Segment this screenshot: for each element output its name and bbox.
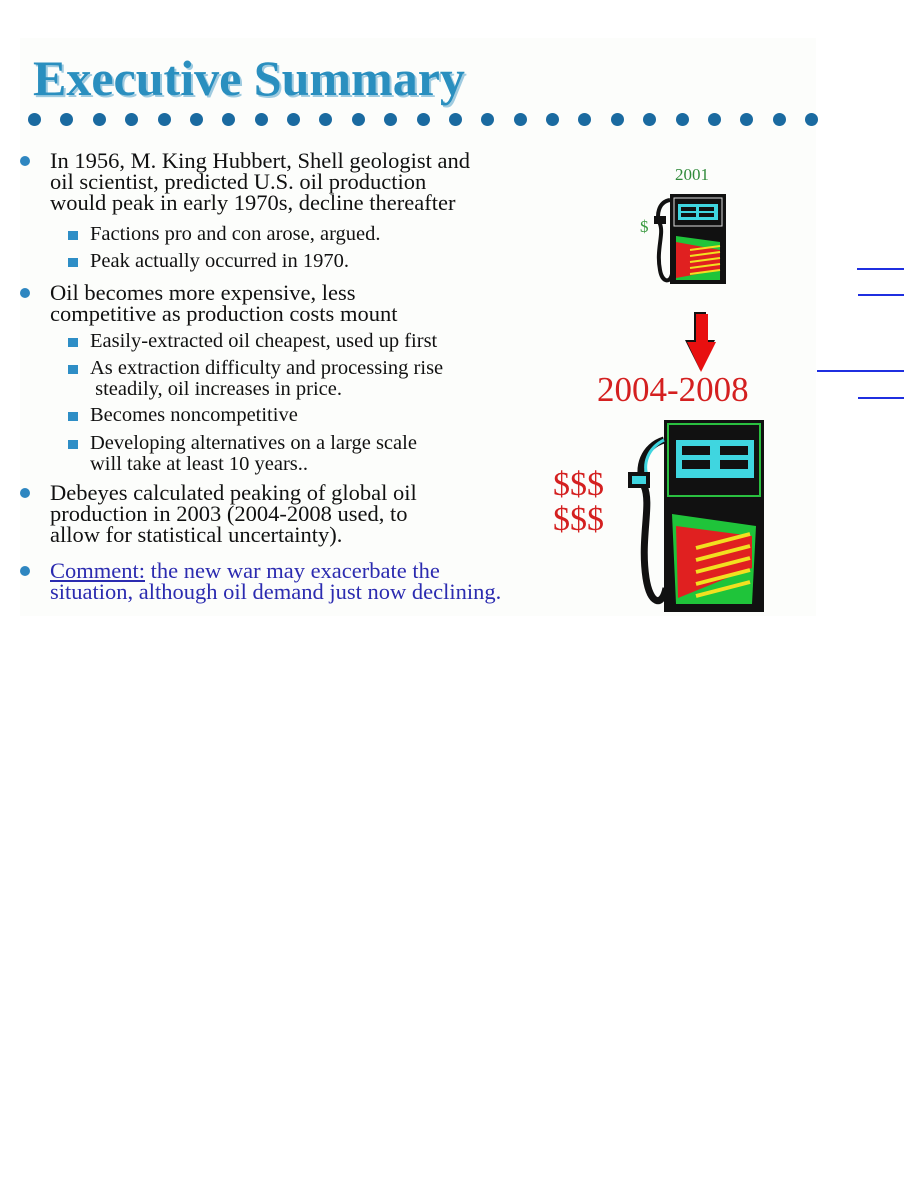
square-bullet-icon xyxy=(68,412,78,421)
bullet-line: In 1956, M. King Hubbert, Shell geologist and xyxy=(50,148,470,173)
divider-dot xyxy=(287,113,300,126)
divider-dot xyxy=(319,113,332,126)
bullet-line: Oil becomes more expensive, less xyxy=(50,280,356,305)
subbullet-line: Factions pro and con arose, argued. xyxy=(90,223,381,245)
square-bullet-icon xyxy=(68,338,78,347)
divider-dot xyxy=(93,113,106,126)
bullet-debeyes xyxy=(50,482,417,545)
comment-label: Comment: xyxy=(50,558,145,583)
square-bullet-icon xyxy=(68,258,78,267)
subbullet-extraction-difficulty xyxy=(90,358,443,400)
divider-dot xyxy=(158,113,171,126)
divider-dot xyxy=(417,113,430,126)
divider-dot xyxy=(28,113,41,126)
subbullet-noncompetitive xyxy=(90,405,298,426)
round-bullet-icon xyxy=(20,156,30,166)
divider-dot xyxy=(611,113,624,126)
side-link-1[interactable] xyxy=(857,267,904,270)
subbullet-peak xyxy=(90,251,349,272)
subbullet-easily-extracted xyxy=(90,331,437,352)
subbullet-alternatives xyxy=(90,433,417,475)
down-arrow-icon xyxy=(685,310,717,374)
year-2001-label: 2001 xyxy=(675,165,709,184)
bullet-comment xyxy=(50,560,501,602)
dot-divider xyxy=(28,113,818,127)
subbullet-line: Becomes noncompetitive xyxy=(90,404,298,426)
round-bullet-icon xyxy=(20,288,30,298)
big-price-label-2: $$$ xyxy=(553,501,604,538)
divider-dot xyxy=(60,113,73,126)
bullet-line: would peak in early 1970s, decline thereafter xyxy=(50,190,456,215)
subbullet-line: steadily, oil increases in price. xyxy=(90,378,342,400)
range-2004-2008-label: 2004-2008 xyxy=(597,370,749,409)
big-price-label-1: $$$ xyxy=(553,466,604,503)
bullet-line: Debeyes calculated peaking of global oil xyxy=(50,480,417,505)
divider-dot xyxy=(708,113,721,126)
square-bullet-icon xyxy=(68,365,78,374)
divider-dot xyxy=(805,113,818,126)
divider-dot xyxy=(643,113,656,126)
subbullet-line: Peak actually occurred in 1970. xyxy=(90,250,350,272)
subbullet-line: As extraction difficulty and processing rise xyxy=(90,357,444,379)
bullet-line: oil scientist, predicted U.S. oil production xyxy=(50,169,427,194)
divider-dot xyxy=(255,113,268,126)
divider-dot xyxy=(578,113,591,126)
divider-dot xyxy=(676,113,689,126)
slide-title: Executive Summary xyxy=(33,50,465,106)
bullet-oil-expensive xyxy=(50,282,397,324)
side-link-3[interactable] xyxy=(817,369,904,372)
bullet-line: situation, although oil demand just now declining. xyxy=(50,579,502,604)
divider-dot xyxy=(125,113,138,126)
subbullet-line: Easily-extracted oil cheapest, used up first xyxy=(90,330,438,352)
bullet-line: the new war may exacerbate the xyxy=(145,558,440,583)
gas-pump-small-icon xyxy=(650,190,730,288)
bullet-line: competitive as production costs mount xyxy=(50,301,398,326)
square-bullet-icon xyxy=(68,440,78,449)
divider-dot xyxy=(222,113,235,126)
small-price-label: $ xyxy=(640,217,649,236)
round-bullet-icon xyxy=(20,488,30,498)
divider-dot xyxy=(546,113,559,126)
bullet-line: allow for statistical uncertainty). xyxy=(50,522,343,547)
divider-dot xyxy=(384,113,397,126)
divider-dot xyxy=(481,113,494,126)
round-bullet-icon xyxy=(20,566,30,576)
subbullet-line: Developing alternatives on a large scale xyxy=(90,432,417,454)
subbullet-factions xyxy=(90,224,381,245)
divider-dot xyxy=(352,113,365,126)
divider-dot xyxy=(740,113,753,126)
divider-dot xyxy=(449,113,462,126)
divider-dot xyxy=(190,113,203,126)
subbullet-line: will take at least 10 years.. xyxy=(90,453,309,475)
square-bullet-icon xyxy=(68,231,78,240)
divider-dot xyxy=(514,113,527,126)
side-link-4[interactable] xyxy=(858,396,904,399)
side-link-2[interactable] xyxy=(858,293,904,296)
bullet-line: production in 2003 (2004-2008 used, to xyxy=(50,501,408,526)
gas-pump-large-icon xyxy=(626,418,766,614)
bullet-hubbert xyxy=(50,150,470,213)
divider-dot xyxy=(773,113,786,126)
